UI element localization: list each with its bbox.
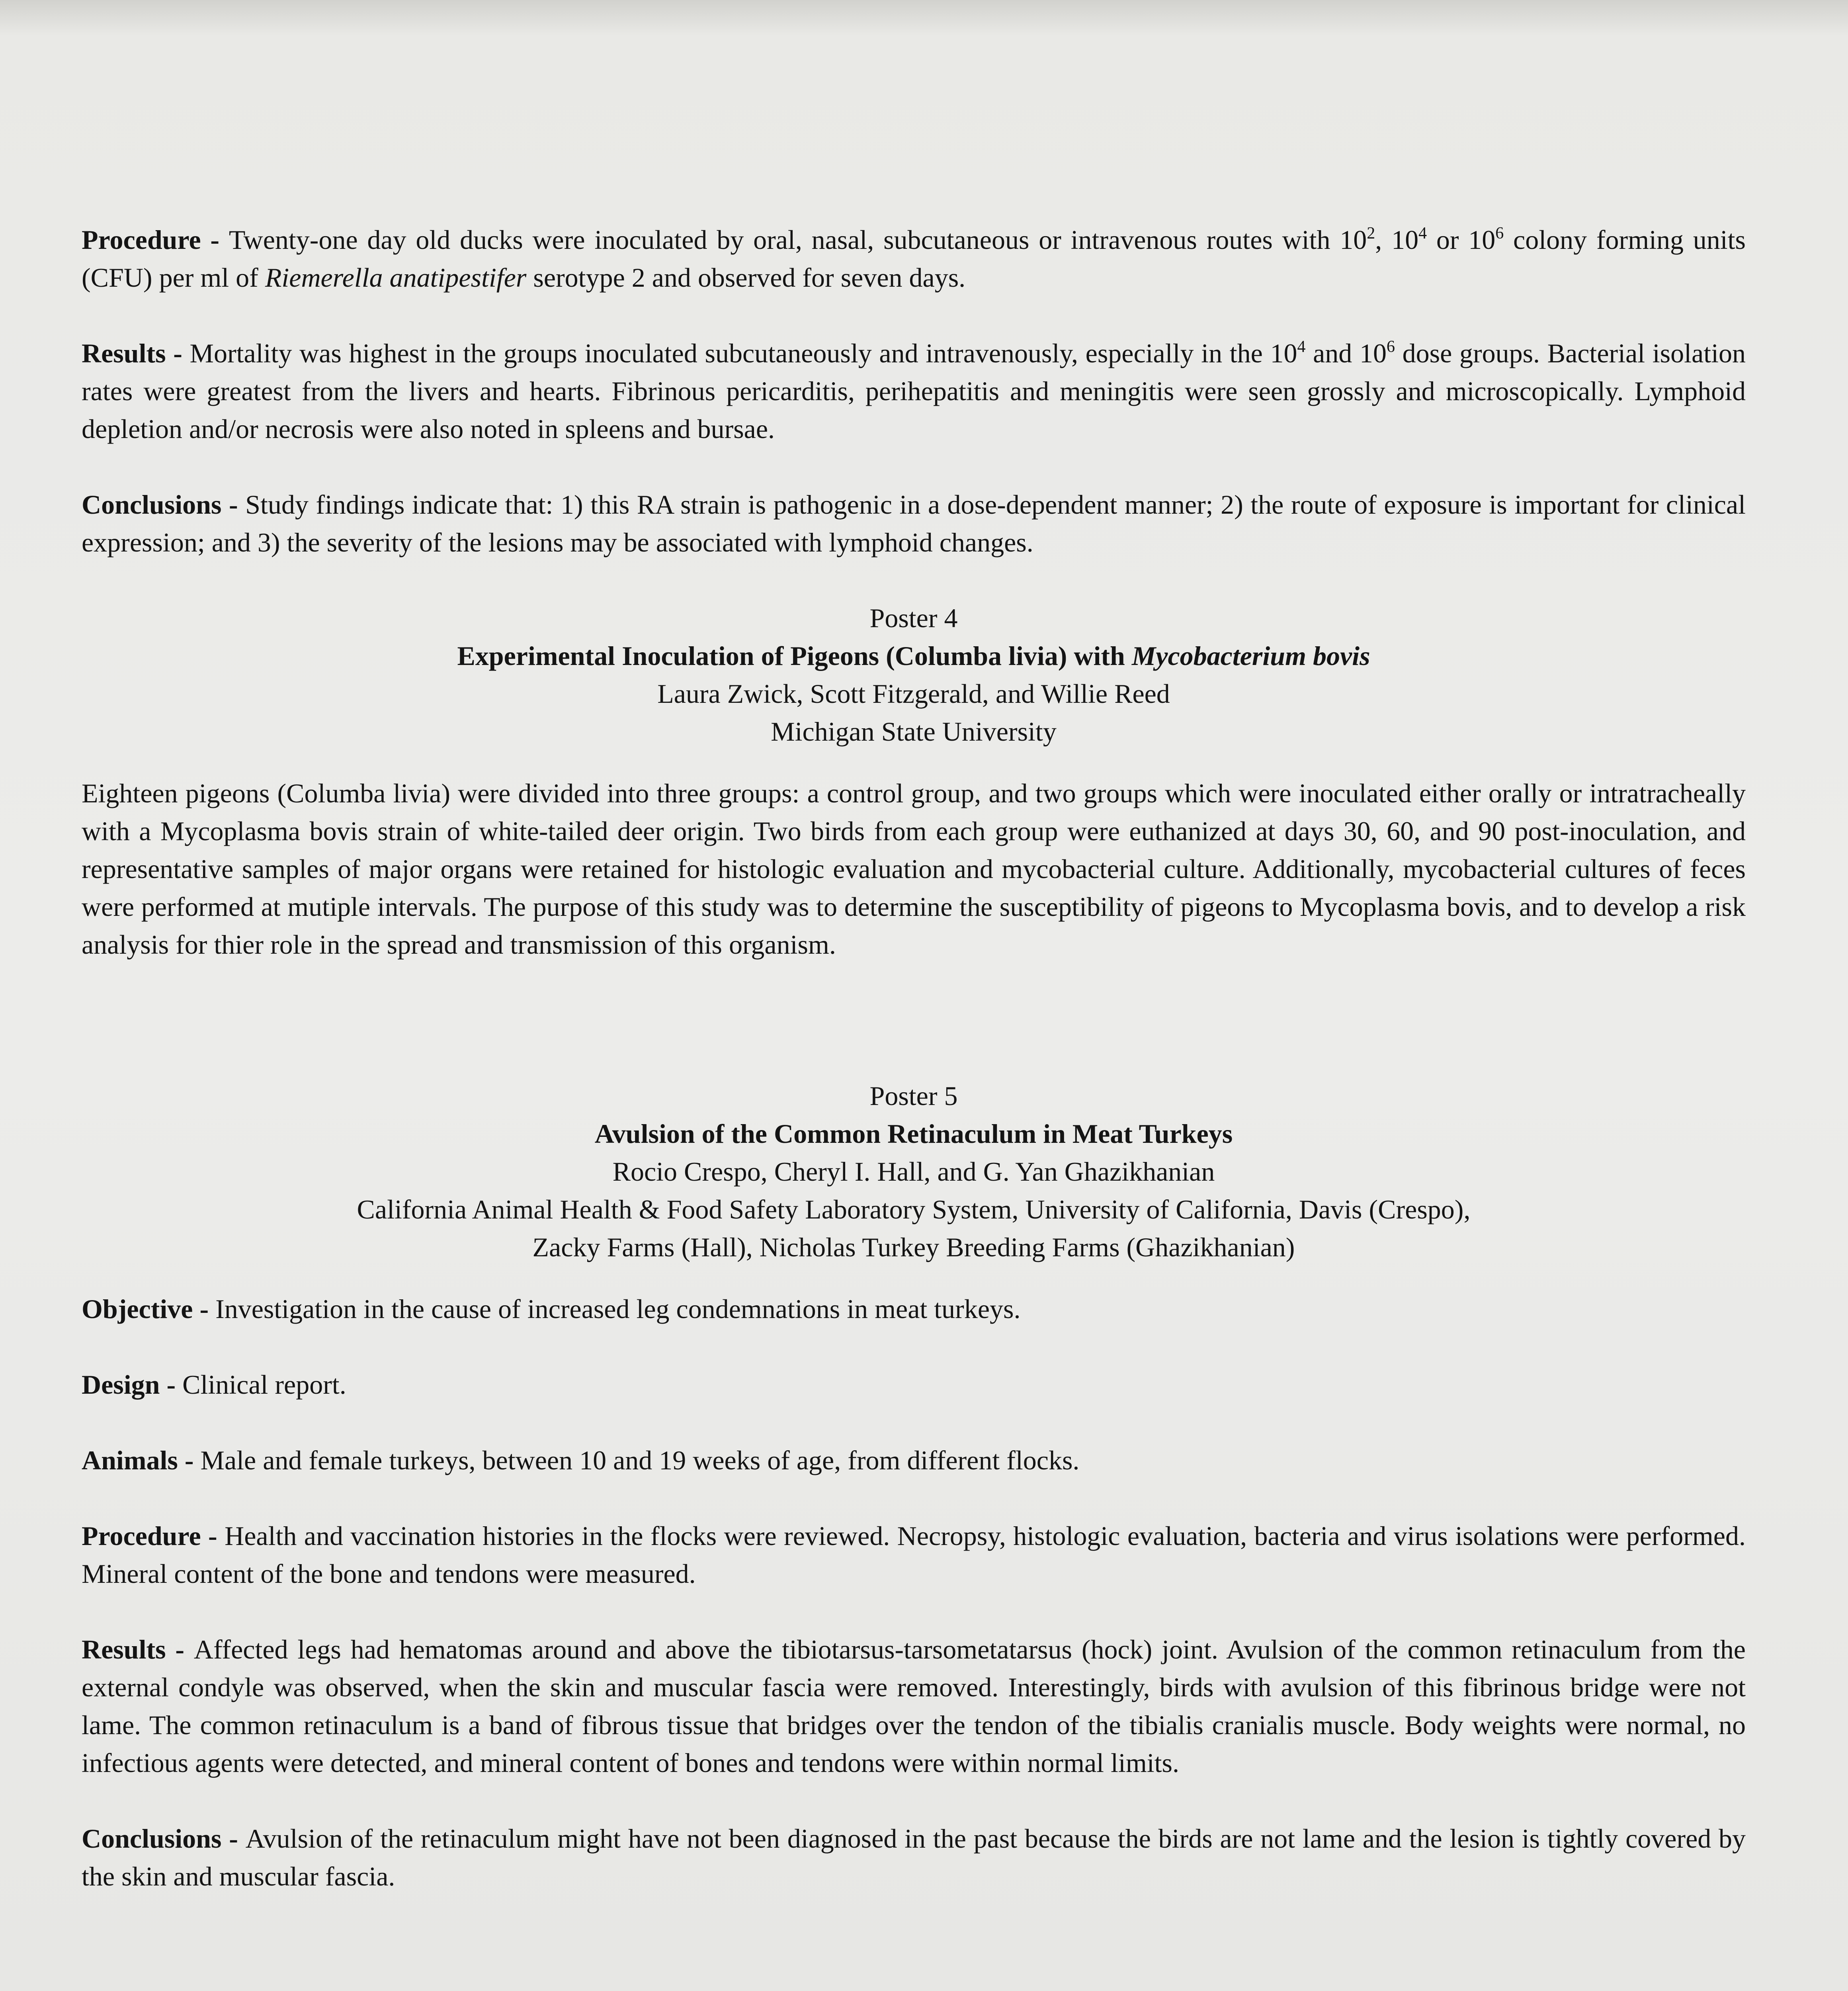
design-label: Design <box>82 1369 160 1400</box>
poster5-design: Design - Clinical report. <box>82 1369 346 1400</box>
scan-top-shadow <box>0 0 1848 36</box>
poster5-title: Avulsion of the Common Retinaculum in Meat Turkeys <box>594 1119 1233 1149</box>
poster5-authors: Rocio Crespo, Cheryl I. Hall, and G. Yan Ghazikhanian <box>612 1156 1215 1187</box>
poster5-objective: Objective - Investigation in the cause of increased leg condemnations in meat turkeys. <box>82 1294 1021 1324</box>
poster5-affiliation-line1: California Animal Health & Food Safety Laboratory System, University of California, Davis (Crespo), <box>357 1194 1471 1224</box>
animals-label: Animals <box>82 1445 178 1475</box>
poster4-abstract: Eighteen pigeons (Columba livia) were divided into three groups: a control group, and two groups which were inoculated either orally or intratracheally with a Mycoplasma bovis strain of white-tailed deer origin. Two birds from each group were euthanized at days 30, 60, and 90 post-inoculation, and representative samples of major organs were retained for histologic evaluation and mycobacterial culture. Additionally, mycobacterial cultures of feces were performed at mutiple intervals. The purpose of this study was to determine the susceptibility of pigeons to Mycoplasma bovis, and to develop a risk analysis for thier role in the spread and transmission of this organism. <box>82 778 1746 960</box>
poster4-affiliation: Michigan State University <box>771 716 1057 747</box>
poster4-number: Poster 4 <box>869 603 958 633</box>
conclusions-label: Conclusions <box>82 1823 222 1854</box>
poster5-results: Results - Affected legs had hematomas around and above the tibiotarsus-tarsometatarsus (hock) joint. Avulsion of the common retinaculum from the external condyle was observed, when the skin and muscular fascia were removed. Interestingly, birds with avulsion of this fibrinous bridge were not lame. The common retinaculum is a band of fibrous tissue that bridges over the tendon of the tibialis cranialis muscle. Body weights were normal, no infectious agents were detected, and mineral content of bones and tendons were within normal limits. <box>82 1634 1746 1778</box>
objective-label: Objective <box>82 1294 193 1324</box>
species-name: Riemerella anatipestifer <box>265 262 527 293</box>
section-gap <box>82 1001 1746 1077</box>
poster4-title-species: Mycobacterium bovis <box>1131 641 1370 671</box>
results-label: Results <box>82 1634 166 1664</box>
conclusions-paragraph: Conclusions - Study findings indicate that: 1) this RA strain is pathogenic in a dose-dependent manner; 2) the route of exposure is important for clinical expression; and 3) the severity of the lesions may be associated with lymphoid changes. <box>82 489 1746 557</box>
poster5-affiliation-line2: Zacky Farms (Hall), Nicholas Turkey Breeding Farms (Ghazikhanian) <box>532 1232 1295 1262</box>
poster5-animals: Animals - Male and female turkeys, between 10 and 19 weeks of age, from different flocks. <box>82 1445 1080 1475</box>
procedure-paragraph: Procedure - Twenty-one day old ducks were inoculated by oral, nasal, subcutaneous or intravenous routes with $10^2$, $10^4$ or $10^6$ colony forming units (CFU) per ml of Riemerella anatipestifer serotype 2 and observed for seven days. <box>82 224 1746 293</box>
results-label: Results <box>82 338 166 368</box>
poster4-authors: Laura Zwick, Scott Fitzgerald, and Willie Reed <box>657 679 1170 709</box>
poster5-number: Poster 5 <box>869 1081 958 1111</box>
poster5-header <box>82 1077 1746 1266</box>
page-content <box>82 221 1746 1933</box>
poster5-procedure: Procedure - Health and vaccination histories in the flocks were reviewed. Necropsy, histologic evaluation, bacteria and virus isolations were performed. Mineral content of the bone and tendons were measured. <box>82 1521 1746 1589</box>
poster4-header <box>82 599 1746 751</box>
procedure-label: Procedure <box>82 1521 201 1551</box>
poster5-conclusions: Conclusions - Avulsion of the retinaculum might have not been diagnosed in the past because the birds are not lame and the lesion is tightly covered by the skin and muscular fascia. <box>82 1823 1746 1891</box>
procedure-label: Procedure <box>82 225 201 255</box>
poster4-title: Experimental Inoculation of Pigeons (Columba livia) with Mycobacterium bovis <box>457 641 1370 671</box>
conclusions-label: Conclusions <box>82 489 222 520</box>
results-paragraph: Results - Mortality was highest in the groups inoculated subcutaneously and intravenously, especially in the $10^4$ and $10^6$ dose groups. Bacterial isolation rates were greatest from the livers and hearts. Fibrinous pericarditis, perihepatitis and meningitis were seen grossly and microscopically. Lymphoid depletion and/or necrosis were also noted in spleens and bursae. <box>82 338 1746 444</box>
